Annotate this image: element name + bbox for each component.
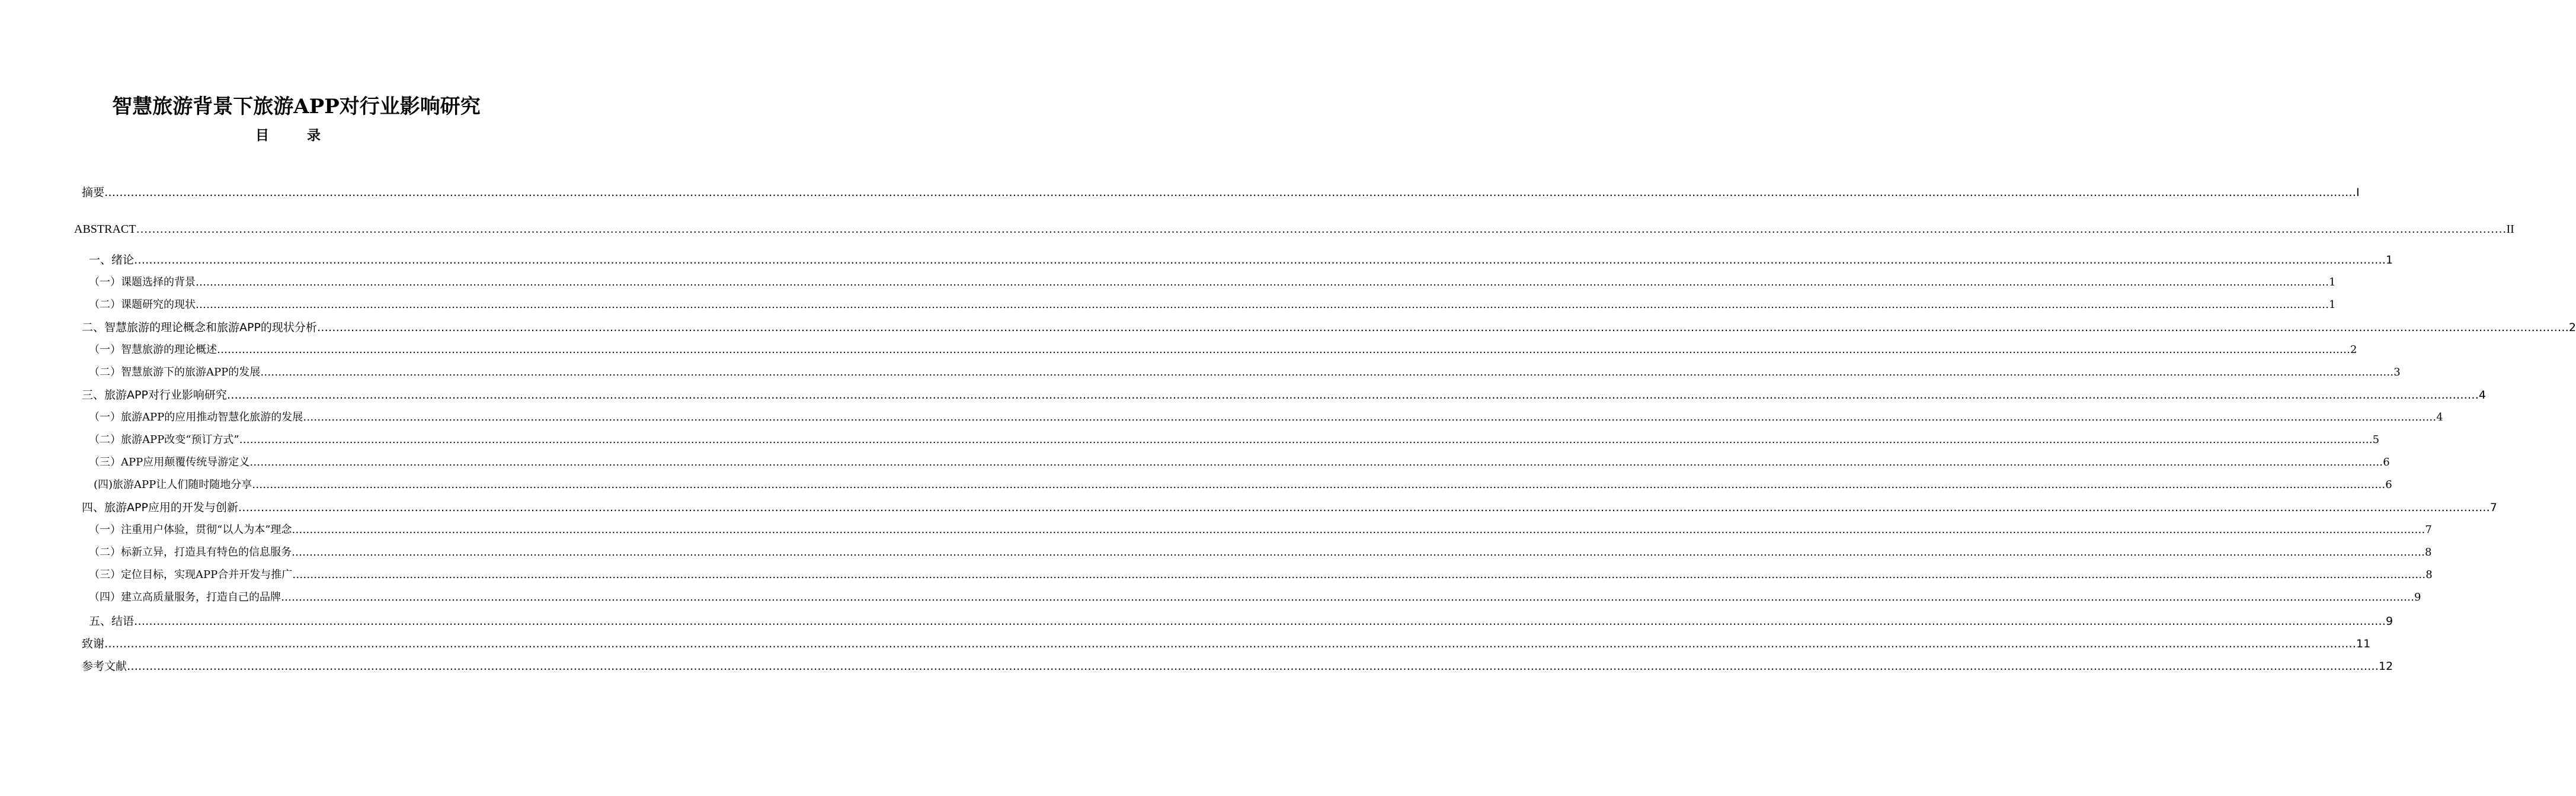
toc-entry-1-2[interactable] xyxy=(89,296,2336,314)
toc-dot-leader: …………………………………………………………………………………………………………………………………………………………………………………………………………………………………………………………………………………………………………………………………………………………………………………………………………………………………………………………………………………………………………………………………………………… xyxy=(226,389,2479,402)
toc-dot-leader: …………………………………………………………………………………………………………………………………………………………………………………………………………………………………………………………………………………………………………………………………………………………………………………………………………………………………………………………………………………………………………………………………………………… xyxy=(260,366,2394,378)
toc-entry-page: 4 xyxy=(2478,389,2487,402)
toc-entry-abstract-zh[interactable] xyxy=(82,184,2360,201)
toc-dot-leader: …………………………………………………………………………………………………………………………………………………………………………………………………………………………………………………………………………………………………………………………………………………………………………………………………………………………………………………………………………………………………………………………………………………… xyxy=(292,569,2426,581)
toc-entry-page: 3 xyxy=(2393,366,2401,378)
toc-entry-chapter-2[interactable] xyxy=(82,319,2576,336)
toc-entry-label: ABSTRACT xyxy=(74,223,136,236)
toc-dot-leader: …………………………………………………………………………………………………………………………………………………………………………………………………………………………………………………………………………………………………………………………………………………………………………………………………………………………………………………………………………………………………………………………………………………… xyxy=(252,479,2386,491)
toc-entry-4-2[interactable] xyxy=(89,544,2432,561)
toc-entry-page: 8 xyxy=(2425,546,2432,559)
toc-entry-label: 致谢 xyxy=(82,637,105,650)
toc-dot-leader: …………………………………………………………………………………………………………………………………………………………………………………………………………………………………………………………………………………………………………………………………………………………………………………………………………………………………………………………………………………………………………………………………………………… xyxy=(127,660,2379,673)
toc-entry-label: （二）标新立异，打造具有特色的信息服务 xyxy=(89,546,292,559)
toc-entry-page: 8 xyxy=(2425,569,2433,581)
toc-entry-label: 摘要 xyxy=(82,186,105,199)
toc-dot-leader: …………………………………………………………………………………………………………………………………………………………………………………………………………………………………………………………………………………………………………………………………………………………………………………………………………………………………………………………………………………………………………………………………………………… xyxy=(134,253,2386,267)
toc-dot-leader: …………………………………………………………………………………………………………………………………………………………………………………………………………………………………………………………………………………………………………………………………………………………………………………………………………………………………………………………………………………………………………………………………………………… xyxy=(239,434,2373,446)
toc-entry-label: 四、旅游APP应用的开发与创新 xyxy=(82,501,238,514)
toc-entry-chapter-1[interactable] xyxy=(89,251,2393,269)
toc-entry-2-2[interactable] xyxy=(89,364,2401,381)
toc-entry-4-3[interactable] xyxy=(89,566,2433,584)
toc-dot-leader: …………………………………………………………………………………………………………………………………………………………………………………………………………………………………………………………………………………………………………………………………………………………………………………………………………………………………………………………………………………………………………………………………………………… xyxy=(136,223,2507,236)
toc-entry-label: （二）旅游APP改变“预订方式” xyxy=(89,434,239,446)
toc-entry-chapter-5[interactable] xyxy=(89,612,2393,630)
toc-entry-page: 1 xyxy=(2329,276,2336,288)
toc-dot-leader: …………………………………………………………………………………………………………………………………………………………………………………………………………………………………………………………………………………………………………………………………………………………………………………………………………………………………………………………………………………………………………………………………………………… xyxy=(281,591,2414,604)
toc-entry-3-1[interactable] xyxy=(89,409,2443,426)
toc-entry-label: （三）APP应用颠覆传统导游定义 xyxy=(89,456,250,468)
toc-entry-label: 参考文献 xyxy=(82,660,127,673)
toc-entry-label: （一）智慧旅游的理论概述 xyxy=(89,344,217,356)
toc-entry-label: （二）智慧旅游下的旅游APP的发展 xyxy=(89,366,261,378)
toc-entry-label: （一）课题选择的背景 xyxy=(89,276,196,288)
document-title: 智慧旅游背景下旅游APP对行业影响研究 xyxy=(112,95,481,118)
toc-entry-4-1[interactable] xyxy=(89,521,2432,539)
toc-entry-abstract-en[interactable] xyxy=(74,220,2514,238)
toc-entry-page: II xyxy=(2506,223,2514,236)
toc-entry-1-1[interactable] xyxy=(89,274,2336,291)
toc-entry-3-4[interactable] xyxy=(94,476,2392,494)
toc-entry-references[interactable] xyxy=(82,657,2393,675)
toc-entry-label: 三、旅游APP对行业影响研究 xyxy=(82,389,227,402)
toc-entry-label: （一）注重用户体验，贯彻“以人为本”理念 xyxy=(89,524,292,536)
toc-dot-leader: …………………………………………………………………………………………………………………………………………………………………………………………………………………………………………………………………………………………………………………………………………………………………………………………………………………………………………………………………………………………………………………………………………………… xyxy=(292,546,2425,559)
toc-entry-page: 9 xyxy=(2386,615,2393,628)
toc-dot-leader: …………………………………………………………………………………………………………………………………………………………………………………………………………………………………………………………………………………………………………………………………………………………………………………………………………………………………………………………………………………………………………………………………………………… xyxy=(104,186,2357,199)
toc-entry-label: 二、智慧旅游的理论概念和旅游APP的现状分析 xyxy=(82,321,317,334)
toc-dot-leader: …………………………………………………………………………………………………………………………………………………………………………………………………………………………………………………………………………………………………………………………………………………………………………………………………………………………………………………………………………………………………………………………………………………… xyxy=(316,321,2569,334)
toc-entry-label: （二）课题研究的现状 xyxy=(89,298,196,311)
toc-entry-page: 7 xyxy=(2489,501,2498,514)
toc-entry-3-2[interactable] xyxy=(89,431,2380,449)
toc-entry-page: 4 xyxy=(2436,411,2443,423)
toc-dot-leader: …………………………………………………………………………………………………………………………………………………………………………………………………………………………………………………………………………………………………………………………………………………………………………………………………………………………………………………………………………………………………………………………………………………… xyxy=(217,344,2350,356)
toc-entry-page: I xyxy=(2356,186,2360,199)
toc-entry-page: 7 xyxy=(2425,524,2432,536)
toc-dot-leader: …………………………………………………………………………………………………………………………………………………………………………………………………………………………………………………………………………………………………………………………………………………………………………………………………………………………………………………………………………………………………………………………………………………… xyxy=(196,276,2329,288)
toc-entry-page: 2 xyxy=(2568,321,2576,334)
toc-entry-3-3[interactable] xyxy=(89,454,2390,471)
toc-entry-label: （四）建立高质量服务，打造自己的品牌 xyxy=(89,591,281,604)
toc-entry-chapter-3[interactable] xyxy=(82,386,2487,404)
toc-dot-leader: …………………………………………………………………………………………………………………………………………………………………………………………………………………………………………………………………………………………………………………………………………………………………………………………………………………………………………………………………………………………………………………………………………………… xyxy=(134,615,2386,628)
toc-entry-page: 6 xyxy=(2385,479,2392,491)
toc-entry-page: 5 xyxy=(2372,434,2380,446)
toc-dot-leader: …………………………………………………………………………………………………………………………………………………………………………………………………………………………………………………………………………………………………………………………………………………………………………………………………………………………………………………………………………………………………………………………………………………… xyxy=(292,524,2425,536)
toc-dot-leader: …………………………………………………………………………………………………………………………………………………………………………………………………………………………………………………………………………………………………………………………………………………………………………………………………………………………………………………………………………………………………………………………………………………… xyxy=(196,298,2329,311)
toc-entry-page: 2 xyxy=(2350,344,2357,356)
toc-entry-label: 五、结语 xyxy=(89,615,135,628)
toc-entry-label: （一）旅游APP的应用推动智慧化旅游的发展 xyxy=(89,411,303,423)
toc-dot-leader: …………………………………………………………………………………………………………………………………………………………………………………………………………………………………………………………………………………………………………………………………………………………………………………………………………………………………………………………………………………………………………………………………………………… xyxy=(104,637,2357,650)
toc-entry-label: （三）定位目标，实现APP合并开发与推广 xyxy=(89,569,293,581)
toc-entry-label: (四)旅游APP让人们随时随地分享 xyxy=(94,479,252,491)
toc-dot-leader: …………………………………………………………………………………………………………………………………………………………………………………………………………………………………………………………………………………………………………………………………………………………………………………………………………………………………………………………………………………………………………………………………………………… xyxy=(238,501,2490,514)
toc-entry-acknowledgements[interactable] xyxy=(82,635,2371,653)
toc-entry-2-1[interactable] xyxy=(89,341,2357,359)
toc-entry-label: 一、绪论 xyxy=(89,253,135,267)
toc-dot-leader: …………………………………………………………………………………………………………………………………………………………………………………………………………………………………………………………………………………………………………………………………………………………………………………………………………………………………………………………………………………………………………………………………………………… xyxy=(249,456,2383,468)
toc-heading: 目 录 xyxy=(255,128,337,143)
toc-entry-page: 12 xyxy=(2379,660,2393,673)
toc-dot-leader: …………………………………………………………………………………………………………………………………………………………………………………………………………………………………………………………………………………………………………………………………………………………………………………………………………………………………………………………………………………………………………………………………………………… xyxy=(303,411,2437,423)
toc-entry-page: 6 xyxy=(2383,456,2390,468)
toc-entry-page: 1 xyxy=(2386,253,2393,267)
toc-entry-page: 11 xyxy=(2356,637,2371,650)
toc-entry-page: 9 xyxy=(2414,591,2421,604)
toc-entry-4-4[interactable] xyxy=(89,589,2421,606)
toc-entry-page: 1 xyxy=(2329,298,2336,311)
toc-entry-chapter-4[interactable] xyxy=(82,499,2498,516)
